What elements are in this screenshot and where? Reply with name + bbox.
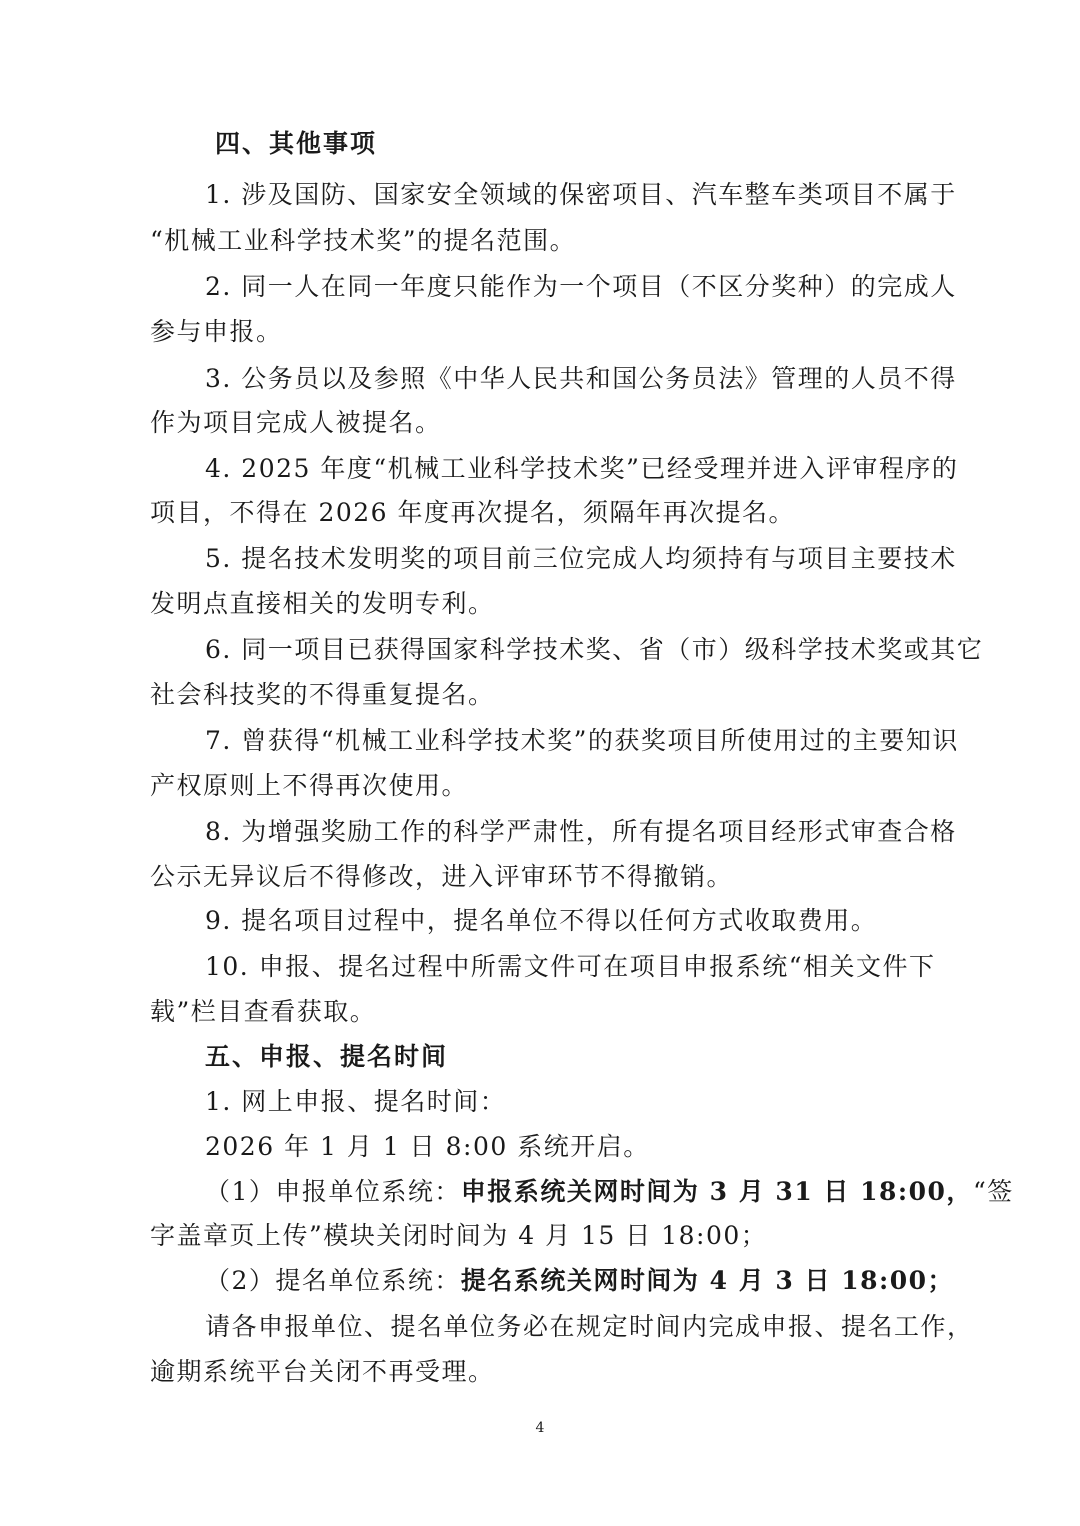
item-3-line-1: 3. 公务员以及参照《中华人民共和国公务员法》管理的人员不得 (205, 364, 957, 393)
section-5-heading: 五、申报、提名时间 (205, 1042, 449, 1071)
online-time-label: 1. 网上申报、提名时间： (205, 1087, 507, 1116)
item-7-line-1: 7. 曾获得“机械工业科学技术奖”的获奖项目所使用过的主要知识 (205, 726, 959, 755)
item-2-line-1: 2. 同一人在同一年度只能作为一个项目（不区分奖种）的完成人 (205, 272, 957, 301)
deadline-note-line-1: 请各申报单位、提名单位务必在规定时间内完成申报、提名工作， (205, 1312, 974, 1341)
applicant-system-close-time: 申报系统关网时间为 3 月 31 日 18:00， (460, 1177, 973, 1206)
section-4-heading: 四、其他事项 (215, 129, 378, 158)
item-10-line-2: 载”栏目查看获取。 (150, 997, 377, 1026)
deadline-note-line-2: 逾期系统平台关闭不再受理。 (150, 1357, 495, 1386)
applicant-system-line-2: 字盖章页上传”模块关闭时间为 4 月 15 日 18:00； (150, 1221, 768, 1250)
nominator-system-line (205, 1264, 1080, 1298)
item-8-line-2: 公示无异议后不得修改，进入评审环节不得撤销。 (150, 862, 734, 891)
item-9-line-1: 9. 提名项目过程中，提名单位不得以任何方式收取费用。 (205, 906, 878, 935)
applicant-system-label: （1）申报单位系统： (205, 1177, 461, 1206)
item-1-line-1: 1. 涉及国防、国家安全领域的保密项目、汽车整车类项目不属于 (205, 180, 957, 209)
item-7-line-2: 产权原则上不得再次使用。 (150, 771, 469, 800)
nominator-system-close-time: 提名系统关网时间为 4 月 3 日 18:00； (460, 1266, 955, 1295)
item-2-line-2: 参与申报。 (150, 317, 283, 346)
item-5-line-2: 发明点直接相关的发明专利。 (150, 589, 495, 618)
item-6-line-2: 社会科技奖的不得重复提名。 (150, 680, 495, 709)
item-6-line-1: 6. 同一项目已获得国家科学技术奖、省（市）级科学技术奖或其它 (205, 635, 984, 664)
applicant-system-tail: “签 (972, 1177, 1014, 1206)
item-10-line-1: 10. 申报、提名过程中所需文件可在项目申报系统“相关文件下 (205, 952, 936, 981)
system-open-time: 2026 年 1 月 1 日 8:00 系统开启。 (205, 1132, 650, 1161)
page-number: 4 (535, 1420, 545, 1436)
item-4-line-1: 4. 2025 年度“机械工业科学技术奖”已经受理并进入评审程序的 (205, 454, 959, 483)
item-5-line-1: 5. 提名技术发明奖的项目前三位完成人均须持有与项目主要技术 (205, 544, 957, 573)
item-4-line-2: 项目，不得在 2026 年度再次提名，须隔年再次提名。 (150, 498, 796, 527)
applicant-system-line-1 (205, 1175, 1080, 1209)
item-3-line-2: 作为项目完成人被提名。 (150, 408, 442, 437)
item-8-line-1: 8. 为增强奖励工作的科学严肃性，所有提名项目经形式审查合格 (205, 817, 957, 846)
item-1-line-2: “机械工业科学技术奖”的提名范围。 (150, 226, 577, 255)
nominator-system-label: （2）提名单位系统： (205, 1266, 461, 1295)
